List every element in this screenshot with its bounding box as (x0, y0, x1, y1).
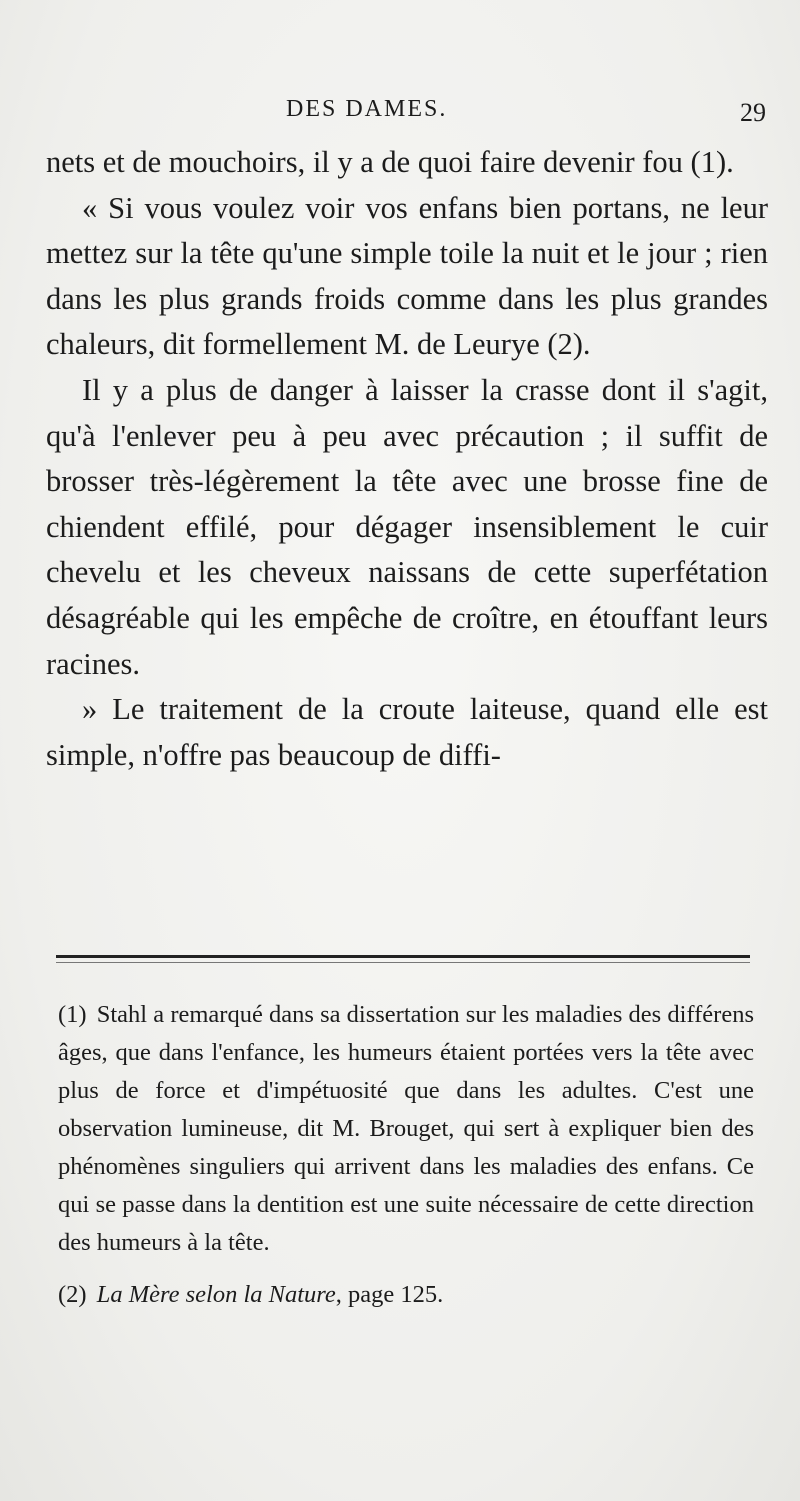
footnote-2-marker: (2) (58, 1281, 87, 1308)
footnote-2-page-ref: , page 125. (335, 1281, 444, 1308)
footnote-1-text: Stahl a remarqué dans sa dissertation sur les maladies des différens âges, que dans l'enfance, les humeurs étaient portées vers la tête avec plus de force et d'impétuosité que dans les adultes. C'est une observation lumineuse, dit M. Brouget, qui sert à expliquer bien des phénomènes singuliers qui arrivent dans les maladies des enfans. Ce qui se passe dans la dentition est une suite nécessaire de cette direction des humeurs à la tête. (58, 1001, 754, 1256)
page-header (46, 96, 766, 136)
footnote-2 (58, 1276, 754, 1314)
footnote-separator-thin-rule (56, 962, 750, 963)
paragraph-crasse: Il y a plus de danger à laisser la crasse dont il s'agit, qu'à l'enlever peu à peu avec précaution ; il suffit de brosser très-légèrement la tête avec une brosse fine de chiendent effilé, pour dégager insensiblement le cuir chevelu et les cheveux naissans de cette superfétation désagréable qui les empêche de croître, en étouffant leurs racines. (46, 372, 768, 681)
footnote-separator-rule (56, 955, 750, 958)
main-text (46, 140, 768, 778)
footnotes (58, 996, 754, 1314)
footnote-1-marker: (1) (58, 1001, 87, 1028)
page-number: 29 (740, 98, 766, 127)
paragraph-traitement: » Le traitement de la croute laiteuse, quand elle est simple, n'offre pas beaucoup de diffi- (46, 692, 768, 772)
paragraph-quote: « Si vous voulez voir vos enfans bien portans, ne leur mettez sur la tête qu'une simple toile la nuit et le jour ; rien dans les plus grands froids comme dans les plus grandes chaleurs, dit formellement M. de Leurye (2). (46, 190, 768, 362)
footnote-2-book-title: La Mère selon la Nature (96, 1281, 336, 1308)
footnote-1 (58, 996, 754, 1262)
paragraph-continuation: nets et de mouchoirs, il y a de quoi faire devenir fou (1). (46, 145, 734, 179)
running-head: DES DAMES. (286, 96, 448, 122)
